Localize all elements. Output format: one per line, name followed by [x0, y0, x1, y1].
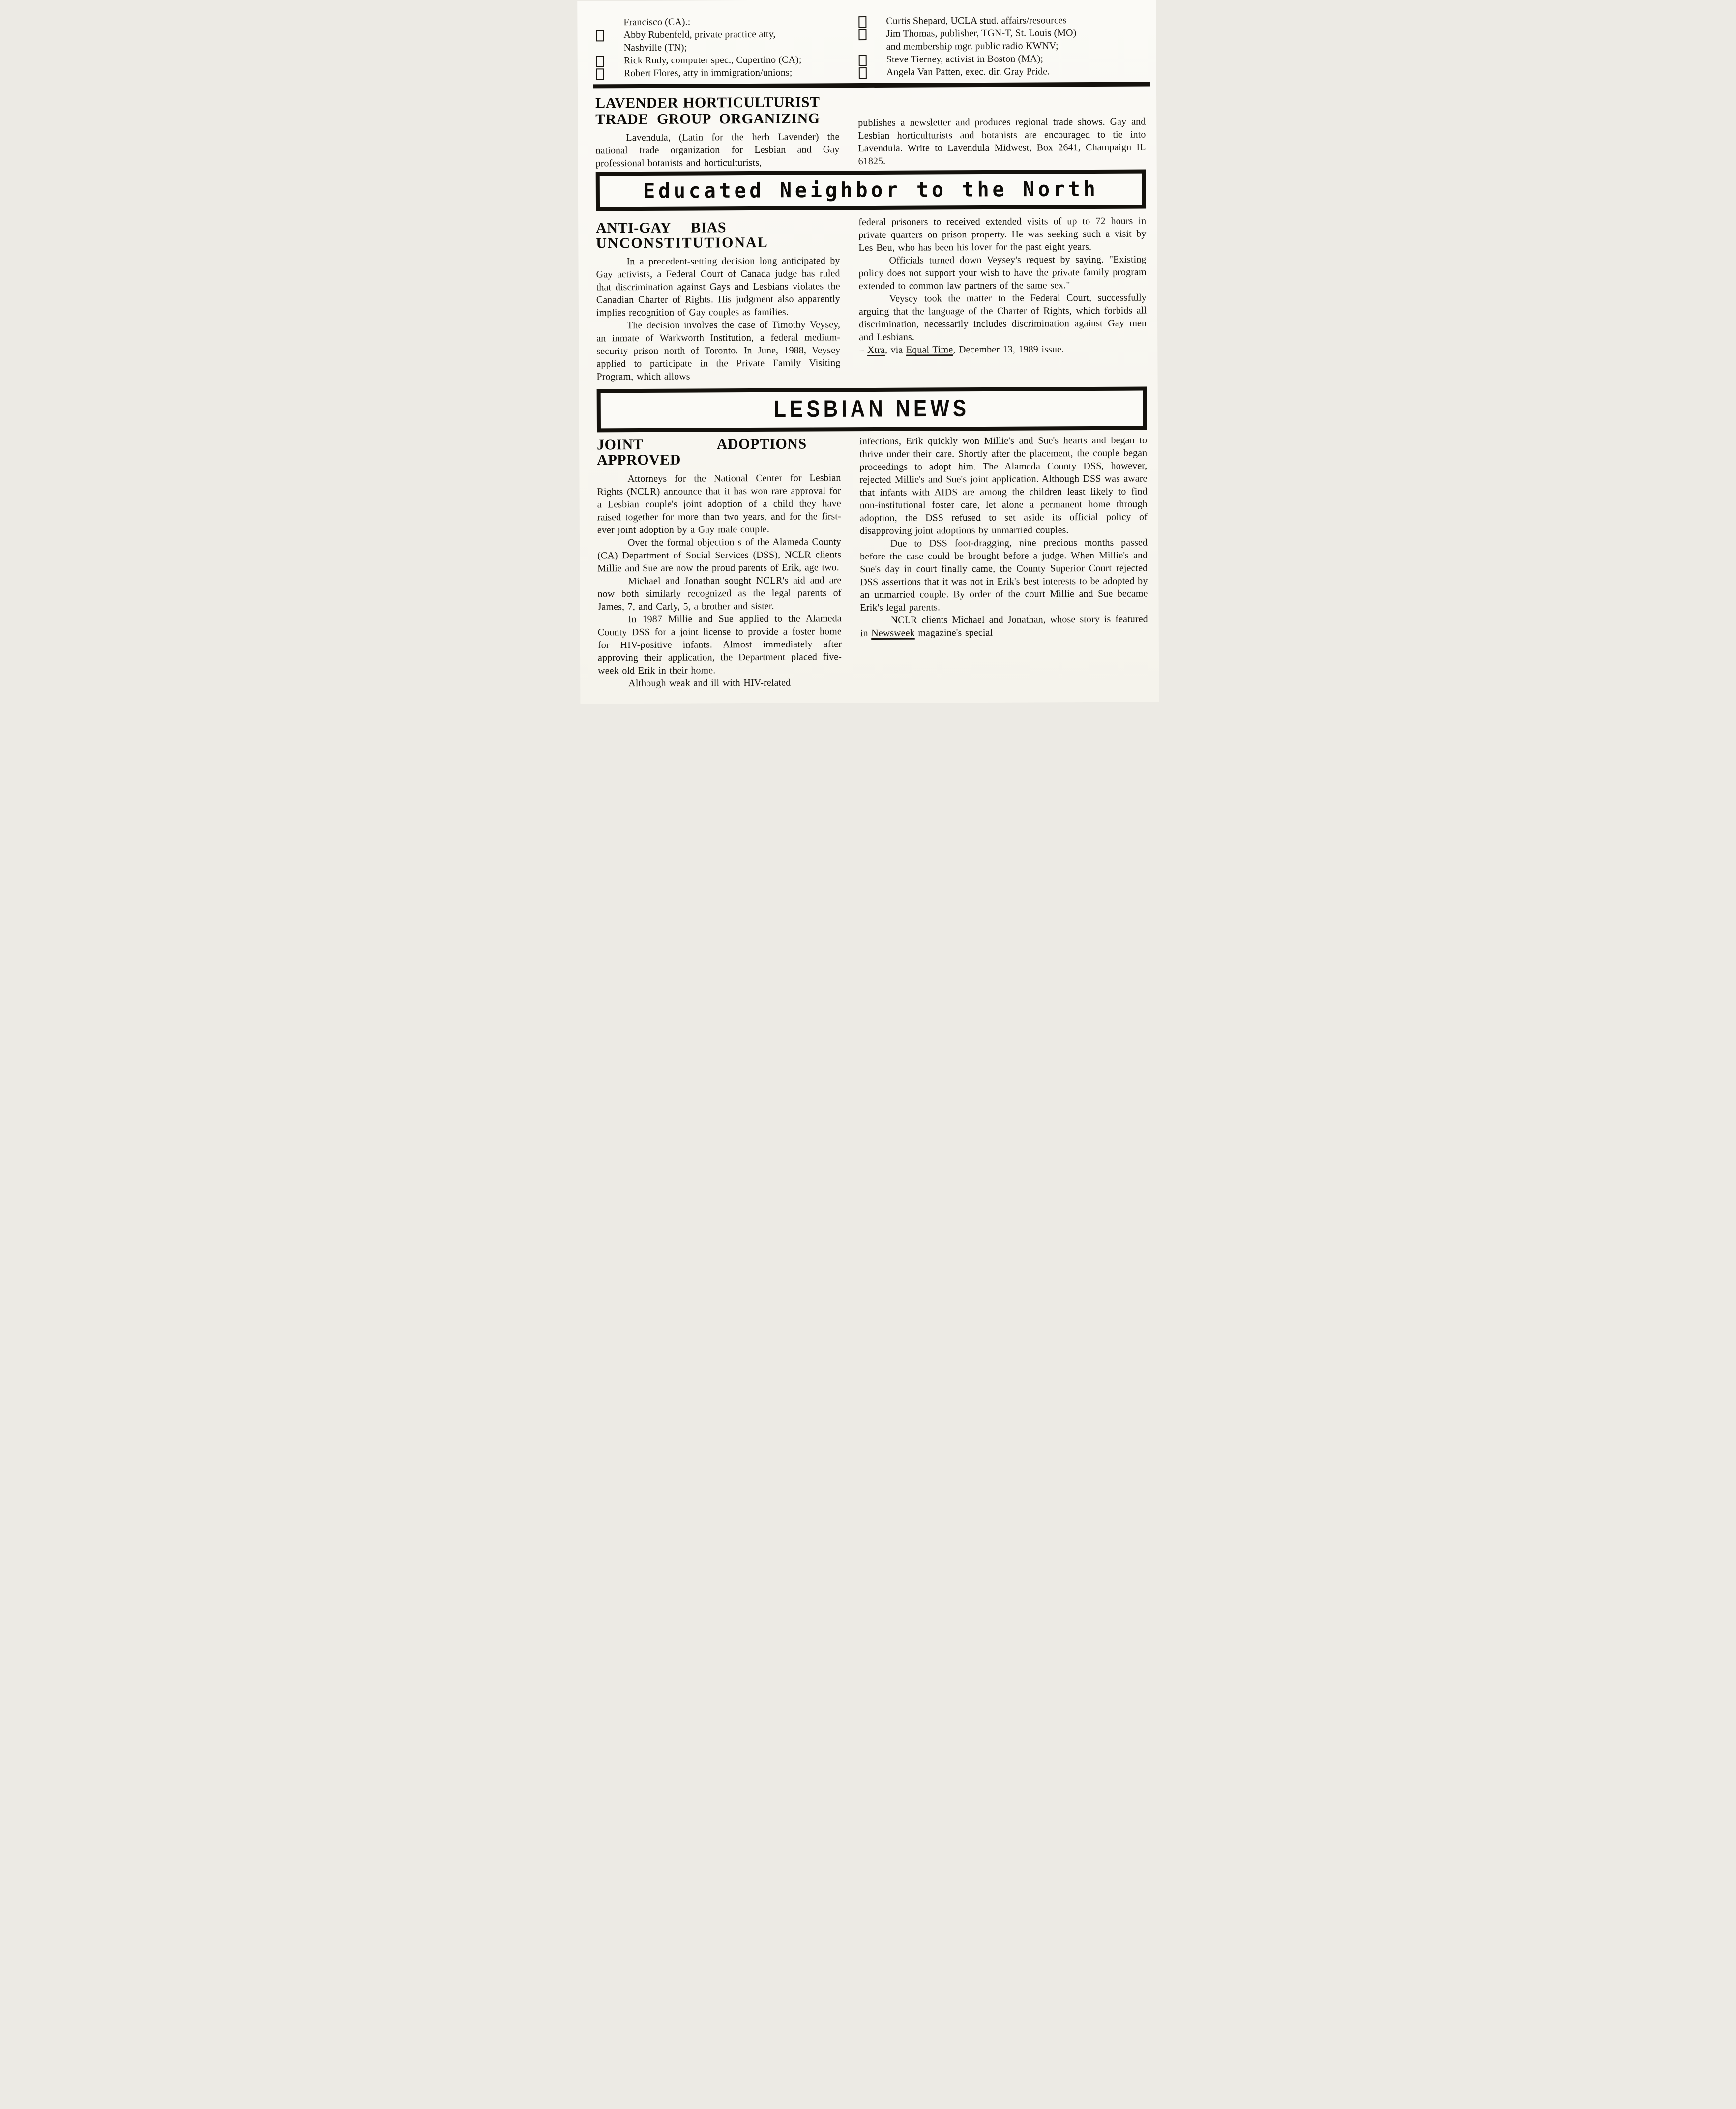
paragraph — [597, 574, 841, 613]
underlined-publication-title: Xtra — [867, 344, 885, 356]
list-item-text: Robert Flores, atty in immigration/unions; — [623, 67, 793, 79]
article-antigay-heading — [596, 219, 840, 251]
list-item — [595, 53, 839, 67]
article-lavender-heading-line1: LAVENDER HORTICULTURIST — [595, 94, 820, 112]
list-item — [857, 27, 1145, 54]
article-lavender-left-column — [595, 91, 840, 170]
checkbox-icon — [596, 56, 604, 67]
article-antigay-right-text — [858, 215, 1147, 382]
directory-list-right — [857, 14, 1146, 79]
paragraph — [858, 253, 1146, 293]
article-antigay — [596, 215, 1147, 383]
checkbox-icon — [596, 68, 604, 80]
list-item — [595, 28, 839, 54]
list-item — [858, 52, 1146, 66]
list-item — [595, 66, 839, 80]
checkbox-icon — [858, 16, 866, 28]
article-antigay-left-column — [596, 216, 840, 383]
banner-lesbian-news-text: LESBIAN NEWS — [774, 395, 970, 423]
text-run: Although weak and ill with HIV-related — [628, 677, 791, 689]
banner-educated-neighbor-text: Educated Neighbor to the North — [643, 177, 1099, 203]
list-item — [857, 14, 1145, 28]
banner-lesbian-news — [597, 387, 1147, 433]
text-run: – — [859, 345, 868, 356]
underlined-publication-title: Newsweek — [871, 627, 915, 639]
newsletter-page — [577, 0, 1159, 704]
horizontal-rule — [593, 82, 1150, 88]
article-adoptions-right-text — [859, 434, 1148, 689]
article-antigay-left-text — [596, 254, 840, 383]
article-lavender-heading — [595, 94, 839, 127]
paragraph — [860, 613, 1148, 640]
directory-list-section — [595, 14, 1146, 80]
text-run: Officials turned down Veysey's request by saying. "Existing policy does not support your wish to have the private family program extended to common law partners of the same sex." — [858, 254, 1147, 292]
article-adoptions-left-text — [597, 471, 842, 690]
text-run: Due to DSS foot-dragging, nine precious months passed before the case could be brought before a judge. When Millie's and Sue's day in court finally came, the County Superior Court rejected DSS assertions that it was not in Erik's best interests to be adopted by an unmarried couple. By order of the court Millie and Sue became Erik's legal parents. — [860, 537, 1148, 614]
list-item — [858, 65, 1146, 79]
paragraph — [597, 471, 841, 536]
paragraph — [598, 676, 842, 690]
list-item — [595, 15, 839, 29]
attribution-line — [859, 343, 1147, 357]
paragraph — [858, 116, 1146, 168]
text-run: The decision involves the case of Timothy Veysey, an inmate of Warkworth Institution, a federal medium-security prison north of Toronto. In June, 1988, Veysey applied to participate in the Private Family Visiting Program, which allows — [596, 319, 841, 382]
article-adoptions-left-column — [597, 435, 842, 690]
text-run: , via — [884, 344, 907, 355]
text-run: magazine's special — [914, 627, 993, 639]
checkbox-icon — [596, 30, 604, 41]
checkbox-icon — [858, 29, 866, 40]
article-lavender-right-text — [858, 116, 1146, 169]
text-run: NCLR clients Michael and Jonathan, whose story is featured in — [860, 614, 1148, 639]
list-item-text: Angela Van Patten, exec. dir. Gray Pride. — [886, 66, 1050, 78]
text-run: In 1987 Millie and Sue applied to the Alameda County DSS for a joint license to provide a foster home for HIV-positive infants. Almost immediately after approving their application, the Department placed five-week old Erik in their home. — [597, 613, 842, 676]
paragraph — [596, 318, 841, 383]
paragraph — [860, 536, 1148, 615]
list-item-text: Jim Thomas, publisher, TGN-T, St. Louis (MO) and membership mgr. public radio KWNV; — [886, 28, 1077, 52]
paragraph — [859, 434, 1148, 538]
list-item-text: Curtis Shepard, UCLA stud. affairs/resources — [886, 15, 1067, 27]
article-adoptions-heading: JOINT ADOPTIONS APPROVED — [597, 436, 807, 469]
text-run: Over the formal objection s of the Alameda County (CA) Department of Social Services (DSS), NCLR clients Millie and Sue are now the proud parents of Erik, age two. — [597, 536, 842, 574]
article-antigay-heading-line1: ANTI-GAY BIAS — [596, 219, 727, 236]
underlined-publication-title: Equal Time — [906, 344, 953, 355]
checkbox-icon — [859, 55, 867, 66]
list-item-text: Steve Tierney, activist in Boston (MA); — [886, 53, 1044, 65]
paragraph — [859, 292, 1147, 344]
text-run: Michael and Jonathan sought NCLR's aid and are now both similarly recognized as the legal parents of James, 7, and Carly, 5, a brother and sister. — [597, 575, 842, 613]
article-lavender-heading-line2: TRADE GROUP ORGANIZING — [595, 110, 820, 128]
list-item-text: Francisco (CA).: — [623, 16, 691, 28]
article-adoptions — [597, 434, 1148, 690]
list-item-text: Rick Rudy, computer spec., Cupertino (CA); — [623, 54, 802, 66]
text-run: , December 13, 1989 issue. — [953, 344, 1064, 355]
paragraph — [597, 535, 841, 575]
text-run: infections, Erik quickly won Millie's and Sue's hearts and began to thrive under their care. Shortly after the placement, the couple began proceedings to adopt him. The Alameda County DSS, however, rejected Millie's and Sue's joint application. Although DSS was aware that infants with AIDS are among the children least likely to find non-institutional foster care, let alone a permanent home through adoption, the DSS refused to set aside its official policy of disapproving joint adoptions by unmarried couples. — [859, 435, 1148, 537]
paragraph — [598, 612, 842, 677]
text-run: publishes a newsletter and produces regional trade shows. Gay and Lesbian horticulturists and botanists are encouraged to tie into Lavendula. Write to Lavendula Midwest, Box 2641, Champaign IL 61825. — [858, 116, 1146, 167]
text-run: federal prisoners to received extended visits of up to 72 hours in private quarters on prison property. He was seeking such a visit by Les Beu, who has been his lover for the past eight years. — [858, 215, 1147, 254]
paragraph — [858, 215, 1146, 255]
article-lavender — [595, 90, 1146, 170]
article-lavender-left-text — [595, 130, 839, 170]
checkbox-icon — [859, 67, 867, 79]
text-run: Attorneys for the National Center for Lesbian Rights (NCLR) announce that it has won rare approval for a Lesbian couple's joint adoption of a child they have raised together for more than two years, and for the first-ever joint adoption by a Gay male couple. — [597, 472, 841, 536]
banner-educated-neighbor — [596, 170, 1146, 211]
paragraph — [596, 254, 840, 319]
list-item-text: Abby Rubenfeld, private practice atty, Nashville (TN); — [623, 29, 776, 54]
directory-list-left — [595, 15, 839, 80]
text-run: In a precedent-setting decision long anticipated by Gay activists, a Federal Court of Canada judge has ruled that discrimination against Gays and Lesbians violates the Canadian Charter of Rights. His judgment also apparently implies recognition of Gay couples as families. — [596, 255, 840, 319]
article-antigay-heading-line2: UNCONSTITUTIONAL — [596, 234, 768, 252]
text-run: Lavendula, (Latin for the herb Lavender) the national trade organization for Lesbian and Gay professional botanists and horticulturists, — [595, 131, 840, 169]
text-run: Veysey took the matter to the Federal Court, successfully arguing that the language of the Charter of Rights, which forbids all discrimination, necessarily includes discrimination against Gay men and Lesbians. — [858, 292, 1147, 343]
paragraph — [595, 130, 839, 170]
